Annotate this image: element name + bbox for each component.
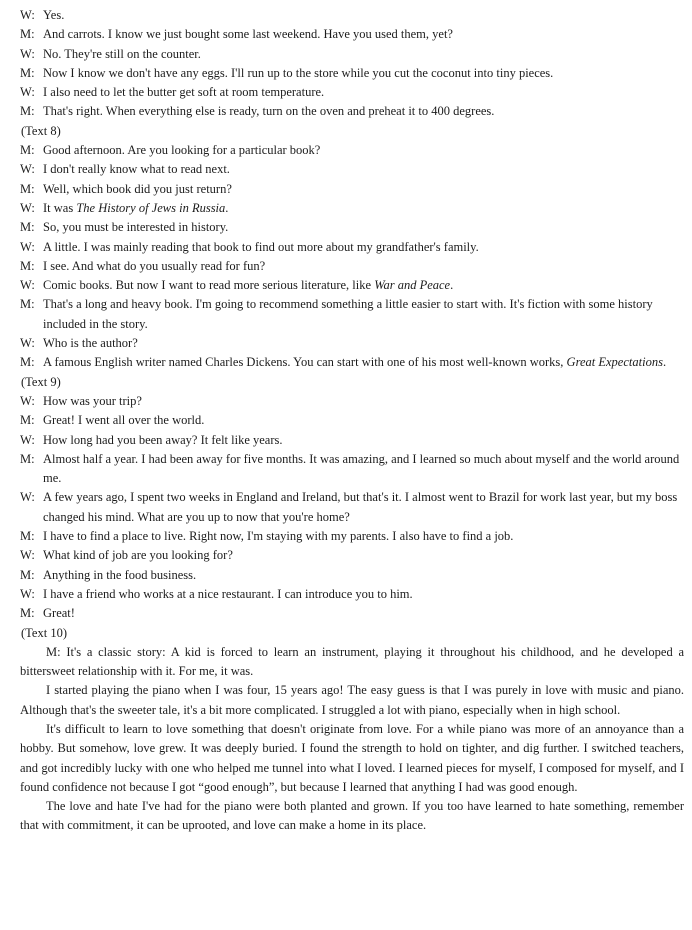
line-text: I don't really know what to read next. [43,162,230,177]
book-title: Great Expectations [566,355,663,370]
speaker: W: [20,586,35,601]
line-text: Great! I went all over the world. [43,413,205,428]
dialogue-line [20,83,684,102]
speaker: M: [20,567,35,582]
speaker: M: [20,451,35,466]
line-text: That's right. When everything else is ready, turn on the oven and preheat it to 400 degrees. [43,104,495,119]
line-text: It was [43,200,77,215]
text8-heading: (Text 8) [21,123,61,138]
dialogue-line [20,64,684,83]
line-text: Who is the author? [43,336,138,351]
line-end: . [225,200,229,215]
line-text: A famous English writer named Charles Dickens. You can start with one of his most well-known works, [43,355,567,370]
dialogue-line [20,141,684,160]
dialogue-line [20,218,684,237]
dialogue-line [20,334,684,353]
dialogue-line [20,411,684,430]
speaker: M: [20,104,35,119]
dialogue-line [20,276,684,295]
speaker: W: [20,548,35,563]
speaker: M: [20,297,35,312]
speaker: W: [20,8,35,22]
dialogue-line [20,295,684,334]
speaker: W: [20,490,35,505]
dialogue-line [20,180,684,199]
text10-monologue [20,643,684,836]
dialogue-line [20,238,684,257]
transcript-page [20,6,684,836]
line-text: Comic books. But now I want to read more serious literature, like [43,278,375,293]
text9-heading: (Text 9) [21,374,61,389]
line-text: No. They're still on the counter. [43,46,201,61]
line-text: Great! [43,606,75,621]
speaker: M: [20,606,35,621]
speaker: W: [20,200,35,215]
speaker: M: [20,413,35,428]
paragraph: The love and hate I've had for the piano were both planted and grown. If you too have learned to hate something, remember that with commitment, it can be uprooted, and love can make a home in its place. [20,799,684,833]
dialogue-line [20,450,684,489]
line-text: Almost half a year. I had been away for five months. It was amazing, and I learned so much about myself and the world around me. [43,451,680,486]
speaker: M: [20,181,35,196]
line-text: What kind of job are you looking for? [43,548,233,563]
speaker: W: [20,46,35,61]
speaker: M: [20,65,35,80]
line-text: And carrots. I know we just bought some last weekend. Have you used them, yet? [43,27,453,42]
speaker: M: [20,143,35,158]
paragraph: M: It's a classic story: A kid is forced to learn an instrument, playing it throughout his childhood, and he developed a bittersweet relationship with it. For me, it was. [20,644,684,679]
dialogue-line [20,604,684,623]
line-text: I also need to let the butter get soft at room temperature. [43,85,325,100]
dialogue-line [20,45,684,64]
speaker: M: [20,220,35,235]
line-text: A little. I was mainly reading that book to find out more about my grandfather's family. [43,239,479,254]
text9-dialogue [20,392,684,624]
dialogue-line [20,353,684,372]
dialogue-line [20,199,684,218]
text8-dialogue [20,141,684,373]
line-end: . [662,355,667,370]
dialogue-line [20,102,684,121]
book-title: The History of Jews in Russia [76,200,226,215]
line-text: Well, which book did you just return? [43,181,232,196]
dialogue-line [20,527,684,546]
line-text: I have a friend who works at a nice restaurant. I can introduce you to him. [43,586,413,601]
line-text: How was your trip? [43,393,142,408]
speaker: W: [20,432,35,447]
speaker: W: [20,336,35,351]
line-text: Yes. [43,8,65,22]
dialogue-line [20,160,684,179]
line-text: How long had you been away? It felt like years. [43,432,283,447]
speaker: W: [20,393,35,408]
dialogue-line [20,431,684,450]
text10-heading: (Text 10) [21,625,67,640]
line-text: I have to find a place to live. Right now, I'm staying with my parents. I also have to find a job. [43,529,514,544]
line-text: Now I know we don't have any eggs. I'll run up to the store while you cut the coconut into tiny pieces. [43,65,554,80]
dialogue-line [20,585,684,604]
line-text: Good afternoon. Are you looking for a particular book? [43,143,321,158]
speaker: W: [20,85,35,100]
dialogue-line [20,566,684,585]
book-title: War and Peace [374,278,451,293]
line-text: A few years ago, I spent two weeks in England and Ireland, but that's it. I almost went to Brazil for work last year, but my boss changed his mind. What are you up to now that you're home? [43,490,678,524]
line-text: So, you must be interested in history. [43,220,229,235]
paragraph: I started playing the piano when I was four, 15 years ago! The easy guess is that I was purely in love with music and piano. Although that's the sweeter tale, it's a bit more complicated. I struggled a lot with piano, especially when in high school. [20,683,684,717]
dialogue-line [20,488,684,527]
line-text: Anything in the food business. [43,567,197,582]
speaker: W: [20,278,35,293]
speaker: M: [20,258,35,273]
speaker: M: [20,529,35,544]
speaker: W: [20,162,35,177]
line-text: That's a long and heavy book. I'm going to recommend something a little easier to start with. It's fiction with some history included in the story. [43,297,653,331]
dialogue-line [20,6,684,25]
dialogue-line [20,546,684,565]
text7-dialogue [20,6,684,122]
speaker: M: [20,355,35,370]
dialogue-line [20,392,684,411]
speaker: W: [20,239,35,254]
dialogue-line [20,257,684,276]
paragraph: It's difficult to learn to love something that doesn't originate from love. For a while piano was more of an annoyance than a hobby. But somehow, love grew. It was deeply buried. I found the strength to hold on tighter, and dig further. I switched teachers, and got incredibly lucky with one who helped me tunnel into what I loved. I learned pieces for myself, I composed for myself, and I found confidence not because I got “good enough”, but because I learned that anything I had was good enough. [20,721,684,794]
speaker: M: [20,27,35,42]
line-text: I see. And what do you usually read for fun? [43,258,266,273]
dialogue-line [20,25,684,44]
line-end: . [450,278,454,293]
